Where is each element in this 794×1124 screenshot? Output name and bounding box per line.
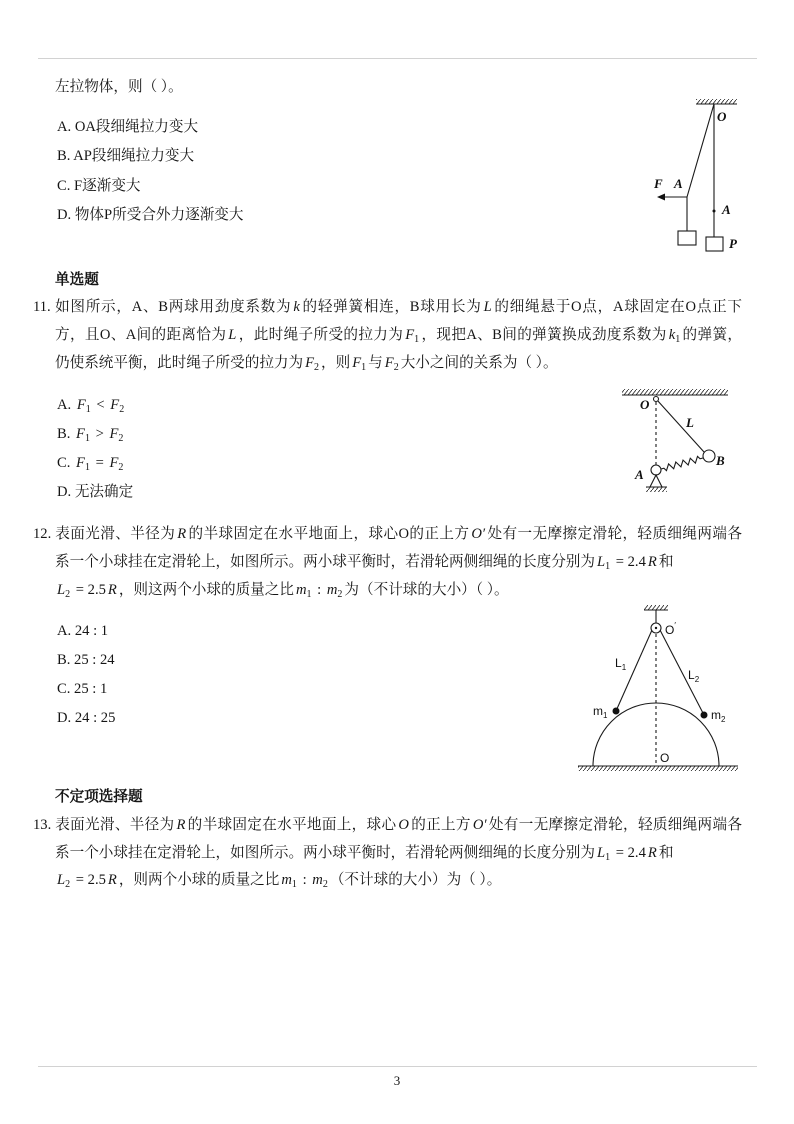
math-symbol: F (305, 355, 315, 371)
q11-figure (622, 389, 728, 492)
ball-b (703, 450, 715, 462)
label-a-left: A (674, 176, 683, 191)
text-run: 大小之间的关系为（ ）。 (400, 355, 558, 371)
math-symbol: L (57, 872, 66, 888)
ball-m1 (613, 708, 620, 715)
text-run: （不计球的大小）为（ ）。 (329, 872, 502, 888)
force-arrowhead (657, 194, 665, 201)
math-symbol: R (107, 582, 117, 598)
ground-hatch (578, 766, 738, 771)
section-heading-single-choice: 单选题 (55, 272, 99, 288)
text-run: ，则 (321, 355, 351, 371)
math-symbol: F (110, 397, 120, 413)
math-operator: = 2.4 (612, 554, 646, 570)
text-run: ，此时绳子所受的拉力为 (238, 327, 404, 343)
q10-figure (653, 99, 738, 251)
math-subscript: 2 (337, 589, 343, 600)
block-p (706, 237, 723, 251)
ball-a (651, 465, 661, 475)
label-pulley-letter: O (665, 623, 675, 637)
math-subscript: 1 (291, 879, 297, 890)
text-run: 系一个小球挂在定滑轮上，如图所示。两小球平衡时，若滑轮两侧细绳的长度分别为 (55, 554, 595, 570)
math-operator: : (298, 872, 311, 888)
ground-hatch (646, 487, 667, 492)
math-symbol: m (326, 582, 338, 598)
text-run: D. 物体P所受合外力逐渐变大 (57, 207, 244, 223)
text-run: B. AP段细绳拉力变大 (57, 148, 195, 164)
text-run: 为（不计球的大小）（ ）。 (344, 582, 509, 598)
text-run: D. 24 : 25 (57, 710, 116, 726)
text-run: 处有一无摩擦定滑轮，轻质细绳两端各 (487, 526, 742, 542)
label-p: P (729, 236, 737, 251)
rope-l (657, 400, 704, 452)
spring (661, 456, 703, 470)
label-l2 (688, 668, 700, 684)
ball-m2 (701, 712, 708, 719)
label-a-right: A (722, 202, 731, 217)
math-symbol: F (352, 355, 362, 371)
label-l1 (615, 656, 627, 672)
math-subscript: 2 (322, 879, 328, 890)
q12-figure (578, 605, 738, 771)
rope-oa (687, 104, 714, 197)
math-symbol: R (647, 554, 657, 570)
math-operator: > (91, 426, 108, 442)
label-l2-sub: 2 (694, 675, 700, 684)
label-a: A (635, 467, 644, 482)
label-pulley-prime: ′ (674, 621, 676, 630)
text-run: A. 24 : 1 (57, 623, 109, 639)
hanging-block-left (678, 231, 696, 245)
math-symbol: O (398, 817, 409, 833)
text-run: 的正上方 (410, 817, 471, 833)
text-run: 的半球固定在水平地面上，球心O的正上方 (188, 526, 470, 542)
rope-point-mark (713, 210, 716, 213)
text-run: 12. 表面光滑、半径为 (33, 526, 176, 542)
math-symbol: R (176, 817, 186, 833)
math-operator: < (92, 397, 109, 413)
text-run: A. (57, 397, 75, 413)
text-run: 仍使系统平衡，此时绳子所受的拉力为 (55, 355, 304, 371)
math-subscript: 1 (85, 404, 91, 415)
text-run: C. 25 : 1 (57, 681, 108, 697)
text-run: ，则这两个小球的质量之比 (118, 582, 294, 598)
text-run: C. (57, 455, 75, 471)
math-operator: = 2.5 (72, 872, 106, 888)
ceiling-hatch (622, 389, 728, 395)
math-subscript: 1 (84, 462, 90, 473)
math-subscript: 2 (119, 404, 125, 415)
math-operator: = (91, 455, 108, 471)
label-m2-sub: 2 (721, 715, 726, 724)
text-run: B. (57, 426, 75, 442)
label-m2 (711, 708, 726, 724)
pivot-o (654, 397, 659, 402)
text-run: C. F逐渐变大 (57, 178, 141, 194)
label-m1 (593, 704, 608, 720)
text-run: 和 (658, 845, 674, 861)
math-symbol: R (177, 526, 187, 542)
math-symbol: L (483, 299, 492, 315)
math-operator: : (313, 582, 325, 598)
label-l: L (686, 415, 694, 430)
label-o: O (717, 109, 727, 124)
math-symbol: k (668, 327, 676, 343)
math-symbol: L (57, 582, 66, 598)
math-subscript: 2 (65, 879, 71, 890)
math-subscript: 1 (361, 362, 367, 373)
text-run: 处有一无摩擦定滑轮，轻质细绳两端各 (488, 817, 742, 833)
page-number: 3 (393, 1073, 401, 1088)
text-run: 方，且O、A间的距离恰为 (55, 327, 227, 343)
math-symbol: k (293, 299, 300, 315)
label-l1-sub: 1 (621, 663, 627, 672)
text-run: 13. 表面光滑、半径为 (33, 817, 175, 833)
math-symbol: F (384, 355, 394, 371)
math-symbol: L (596, 554, 606, 570)
math-subscript: 2 (118, 433, 124, 444)
math-subscript: 1 (675, 334, 681, 345)
math-symbol: m (295, 582, 307, 598)
math-symbol: F (405, 327, 415, 343)
support-stand (650, 475, 662, 487)
pulley-axle (655, 627, 657, 629)
text-run: ，则两个小球的质量之比 (118, 872, 280, 888)
label-center-o: O (660, 751, 670, 765)
math-symbol: F (76, 455, 85, 471)
label-l2-letter: L (688, 668, 695, 682)
label-pulley (665, 621, 676, 637)
label-b: B (716, 453, 725, 468)
math-symbol: m (312, 872, 323, 888)
math-symbol: R (647, 845, 657, 861)
label-m1-sub: 1 (603, 711, 608, 720)
math-symbol: O′ (471, 526, 486, 542)
text-run: D. 无法确定 (57, 484, 134, 500)
text-run: 系一个小球挂在定滑轮上，如图所示。两小球平衡时，若滑轮两侧细绳的长度分别为 (55, 845, 595, 861)
math-symbol: F (109, 455, 119, 471)
ceiling-hatch (644, 605, 668, 610)
text-run: A. OA段细绳拉力变大 (57, 119, 199, 135)
math-operator: = 2.5 (72, 582, 106, 598)
text-run: 的细绳悬于O点，A球固定在O点正下 (493, 299, 743, 315)
math-subscript: 1 (84, 433, 90, 444)
text-run: 左拉物体，则（ ）。 (55, 79, 183, 95)
text-run: ，现把A、B间的弹簧换成劲度系数为 (421, 327, 667, 343)
math-subscript: 2 (314, 362, 320, 373)
text-run: 的弹簧， (682, 327, 742, 343)
ceiling-hatch (696, 99, 737, 104)
math-subscript: 2 (118, 462, 124, 473)
math-symbol: F (109, 426, 119, 442)
math-symbol: F (76, 426, 85, 442)
text-run: 11. 如图所示，A、B两球用劲度系数为 (33, 299, 292, 315)
math-symbol: R (107, 872, 117, 888)
text-run: 的半球固定在水平地面上，球心 (187, 817, 397, 833)
text-run: 与 (368, 355, 383, 371)
label-m2-letter: m (711, 708, 721, 722)
text-run: 和 (658, 554, 674, 570)
math-symbol: F (76, 397, 86, 413)
math-symbol: L (596, 845, 606, 861)
math-subscript: 1 (605, 561, 611, 572)
math-operator: = 2.4 (612, 845, 646, 861)
math-subscript: 2 (393, 362, 399, 373)
label-o: O (640, 397, 650, 412)
text-run: B. 25 : 24 (57, 652, 115, 668)
math-symbol: O′ (472, 817, 487, 833)
text-run: 的轻弹簧相连，B球用长为 (301, 299, 482, 315)
section-heading-multiple-choice: 不定项选择题 (55, 789, 143, 805)
math-subscript: 1 (414, 334, 420, 345)
math-subscript: 1 (605, 852, 611, 863)
math-symbol: L (228, 327, 237, 343)
math-subscript: 1 (306, 589, 312, 600)
math-subscript: 2 (65, 589, 71, 600)
label-f: F (654, 176, 663, 191)
rope-right (660, 630, 704, 715)
label-m1-letter: m (593, 704, 603, 718)
math-symbol: m (281, 872, 292, 888)
label-l1-letter: L (615, 656, 622, 670)
